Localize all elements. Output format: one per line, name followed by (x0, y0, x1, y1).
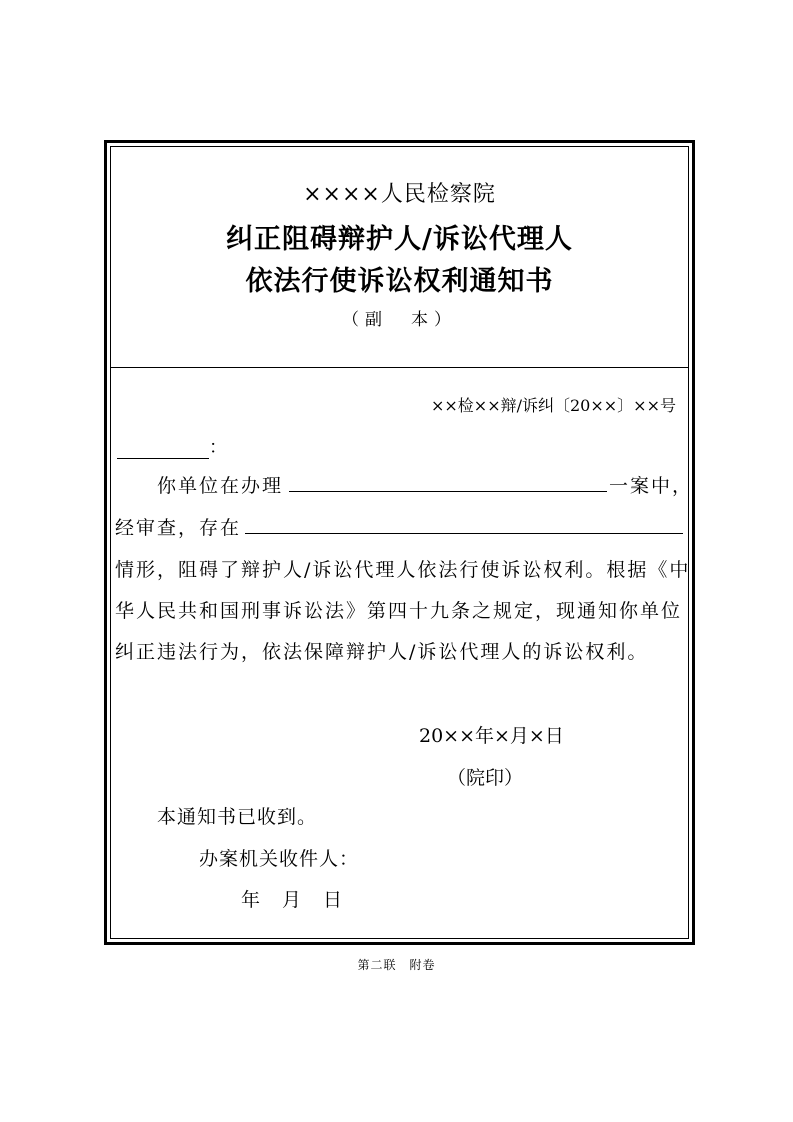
case-name-blank (289, 491, 607, 492)
receipt-year: 年 (241, 889, 261, 911)
body-line-3: 情形，阻碍了辩护人/诉讼代理人依法行使诉讼权利。根据《中 (115, 559, 691, 581)
body-line-1-prefix: 你单位在办理 (157, 475, 284, 497)
received-statement: 本通知书已收到。 (157, 806, 318, 828)
copy-label: （副 本） (342, 310, 457, 330)
procuratorate-name: ××××人民检察院 (303, 182, 496, 207)
header-block (111, 147, 688, 368)
body-line-4: 华人民共和国刑事诉讼法》第四十九条之规定，现通知你单位 (115, 600, 683, 622)
copy-footer: 第二联 附卷 (357, 958, 436, 972)
body-line-5: 纠正违法行为，依法保障辩护人/诉讼代理人的诉讼权利。 (115, 641, 649, 663)
receipt-date (241, 885, 364, 912)
document-number: ××检××辩/诉纠〔20××〕××号 (430, 396, 676, 415)
title-line-2: 依法行使诉讼权利通知书 (245, 266, 554, 297)
seal-label: （院印） (447, 767, 524, 789)
recipient-line (117, 433, 227, 459)
circumstance-blank (245, 533, 683, 534)
body-line-1-suffix: 一案中， (609, 475, 694, 497)
notice-frame (104, 140, 695, 945)
title-line-1: 纠正阻碍辩护人/诉讼代理人 (226, 224, 573, 255)
issue-date: 20××年×月×日 (419, 725, 564, 747)
receiver-label: 办案机关收件人： (199, 848, 360, 870)
recipient-blank (117, 440, 209, 459)
receipt-day: 日 (323, 889, 343, 911)
receipt-month: 月 (282, 889, 302, 911)
body-line-2-prefix: 经审查，存在 (115, 517, 242, 539)
notice-inner-border (110, 146, 694, 939)
recipient-colon: ： (209, 437, 227, 458)
